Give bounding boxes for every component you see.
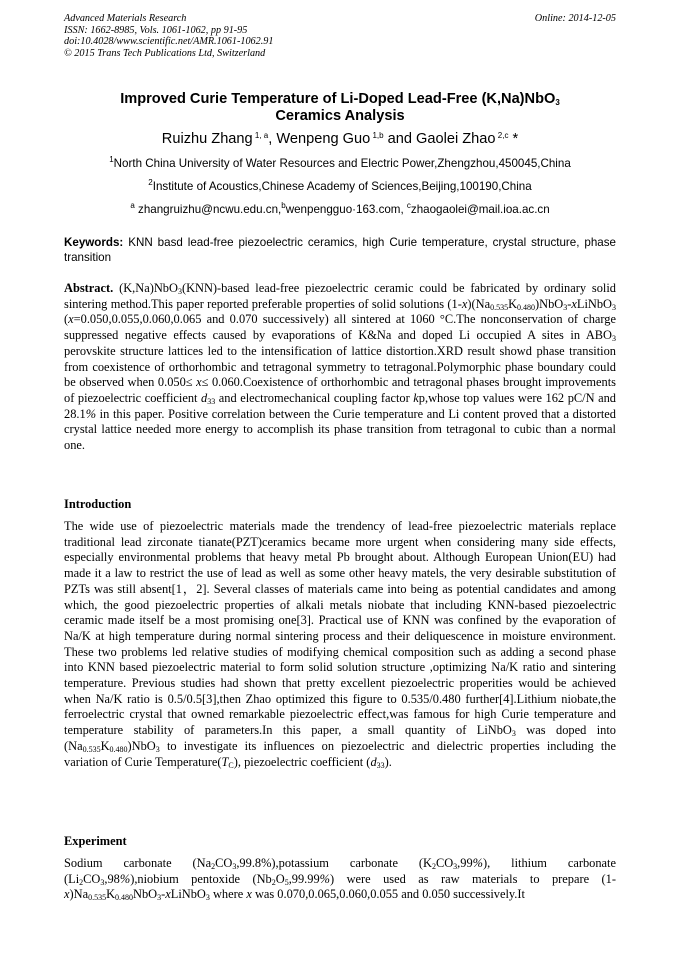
- journal-issn: ISSN: 1662-8985, Vols. 1061-1062, pp 91-95: [64, 24, 248, 36]
- journal-name: Advanced Materials Research: [64, 13, 187, 24]
- affiliation-2: $^2$Institute of Acoustics,Chinese Academy of Sciences,Beijing,100190,China: [148, 178, 532, 193]
- journal-header: [64, 13, 616, 59]
- introduction-heading: Introduction: [64, 497, 132, 511]
- introduction-text: The wide use of piezoelectric materials made the trendency of lead-free piezoelectric materials replace traditional lead zirconate tianate(PZT)ceramics became more urgent when considering many side effects, especially environmental problems that heavy metal Pb brought about. Although European Union(EU) had made it a law to restrict the use of lead as well as some other heavy matels, the very desirable substitution of PZTs was still absent[1，2]. Several classes of materials came into being as potential candidates and among which, the good piezoelectric properties of alkali metals niobate that including KNN-based piezoelectric ceramic made itself be a most promising one[3]. Practical use of KNN was confined by the evaporation of Na/K at high temperature during normal sintering process and their deliquescence in moisture environment. These two problems led relative studies of modifying chemical composition such as adding a second phase into KNN based piezoelectric material to form solid solution structure ,optimizing Na/K ratio and sintering temperature. Previous studies had shown that pretty excellent piezoelectric properities would be achieved when Na/K ratio is 0.5/0.5[3],then Zhao optimized this figure to 0.535/0.480 further[4].Lithium niobate,the ferroelectric crystal that owned remarkable piezoelectric effect,was famous for high Curie temperature and temperature stability of parameters.In this paper, a small quantity of LiNbO$_3$ was doped into $(Na_{0.535}K_{0.480})NbO_3$ to investigate its influences on piezoelectric and dielectric properties including the variation of Curie $Temperature(T_C)$, piezoelectric coefficient $(d_{33})$.: [64, 519, 616, 770]
- paper-title: Improved Curie Temperature of Li-Doped Lead-Free (K,Na)NbO$_3$ Ceramics Analysis: [120, 91, 560, 124]
- affiliation-1: $^1$North China University of Water Resources and Electric Power,Zhengzhou,450045,China: [109, 155, 571, 170]
- keywords: [64, 236, 616, 265]
- keywords-text: KNN basd lead-free piezoelectric ceramics, high Curie temperature, crystal structure, phase transition: [64, 236, 616, 264]
- keywords-label: Keywords:: [64, 236, 124, 249]
- abstract-label: Abstract.: [64, 281, 114, 295]
- experiment-text: Sodium carbonate $(Na_2CO_3,99.8\%),potassium$ carbonate $(K_2CO_3,99\%)$, lithium carbonate $(Li_2CO_3,98\%),niobium$ pentoxide $(Nb_2O_5,99.99\%)$ were used as raw materials to prepare $(1-x)Na_{0.535}K_{0.480}NbO_3-xLiNbO_3$ where x was 0.070,0.065,0.060,0.055 and 0.050 successively.It: [64, 856, 616, 903]
- journal-doi: doi:10.4028/www.scientific.net/AMR.1061-1062.91: [64, 36, 274, 48]
- journal-copyright: © 2015 Trans Tech Publications Ltd, Switzerland: [64, 47, 266, 59]
- author-emails: $^a$ zhangruizhu@ncwu.edu.cn,$^b$wenpengguo·163.com, $^c$zhaogaolei@mail.ioa.ac.cn: [130, 201, 550, 216]
- online-date: Online: 2014-12-05: [534, 13, 616, 24]
- experiment-heading: Experiment: [64, 834, 127, 848]
- author-list: Ruizhu Zhang $^{1, a}$, Wenpeng Guo $^{1,b}$ and Gaolei Zhao $^{2,c}$ *: [161, 131, 519, 147]
- author-name: Ruizhu Zhang: [161, 131, 253, 147]
- abstract: Abstract. (K,Na)NbO$_3$(KNN)-based lead-free piezoelectric ceramic could be fabricated by ordinary solid sintering method.This paper reported preferable properties of solid solutions $(1-x)(Na_{0.535}K_{0.480})NbO_3-xLiNbO_3$ (x=0.050,0.055,0.060,0.065 and 0.070 successively) all sintered at 1060 °C.The nonconservation of charge suppressed negative effects caused by evaporations of K&Na and doped Li occupied A sites in $ABO_3$ perovskite structure lattices led to the intensification of lattice distortion.XRD result showd phase transition from coexistence of orthorhombic and tetragonal symmetry to tetragonal.Polymorphic phase boundary could be observed when 0.050≤ x≤ 0.060.Coexistence of orthorhombic and tetragonal phases brought improvements of piezoelectric coefficient $d_{33}$ and electromechanical coupling factor kp,whose top values were 162 pC/N and 28.1% in this paper. Positive correlation between the Curie temperature and Li content proved that a distorted crystal lattice needed more energy to accomplish its phase transition from tetragonal to cubic than a normal one.: [64, 281, 616, 453]
